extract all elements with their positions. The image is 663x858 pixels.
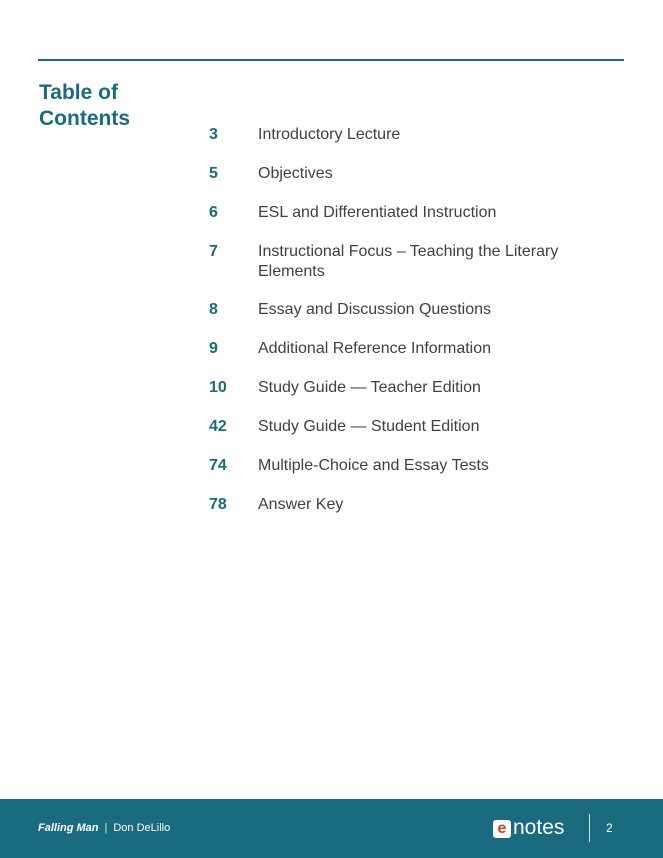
toc-page-number: 10 [209,379,227,396]
toc-entry-title: Study Guide — Teacher Edition [258,379,481,396]
toc-heading: Table of Contents [39,81,130,130]
logo-e-icon [493,820,511,838]
footer-book-info [38,821,170,835]
toc-entry-title: Essay and Discussion Questions [258,301,491,318]
toc-page-number: 42 [209,418,227,435]
toc-page-number: 8 [209,301,218,318]
toc-page-number: 6 [209,204,218,221]
toc-entry-title: Answer Key [258,496,344,513]
footer-separator: | [104,822,108,834]
toc-page-number: 9 [209,340,218,357]
toc-entry-title: Introductory Lecture [258,126,401,143]
toc-entry-title: ESL and Differentiated Instruction [258,204,497,221]
toc-page-number: 78 [209,496,227,513]
toc-entry-title: Instructional Focus – Teaching the Literary Elements [258,243,559,280]
toc-page-number: 5 [209,165,218,182]
top-divider [38,59,624,61]
toc-entry-title: Objectives [258,165,333,182]
toc-entry-title: Multiple-Choice and Essay Tests [258,457,489,474]
logo-letter: e [497,820,507,837]
toc-page-number: 3 [209,126,218,143]
footer-author: Don DeLillo [113,822,171,834]
footer-divider [589,814,590,842]
logo-wordmark: notes [513,816,565,839]
toc-page-number: 7 [209,243,218,260]
footer-book-title: Falling Man [38,822,99,834]
toc-page-number: 74 [209,457,227,474]
page-footer [0,799,663,858]
toc-entry-title: Study Guide — Student Edition [258,418,480,435]
footer-page-number: 2 [606,821,613,835]
toc-entry-title: Additional Reference Information [258,340,492,357]
